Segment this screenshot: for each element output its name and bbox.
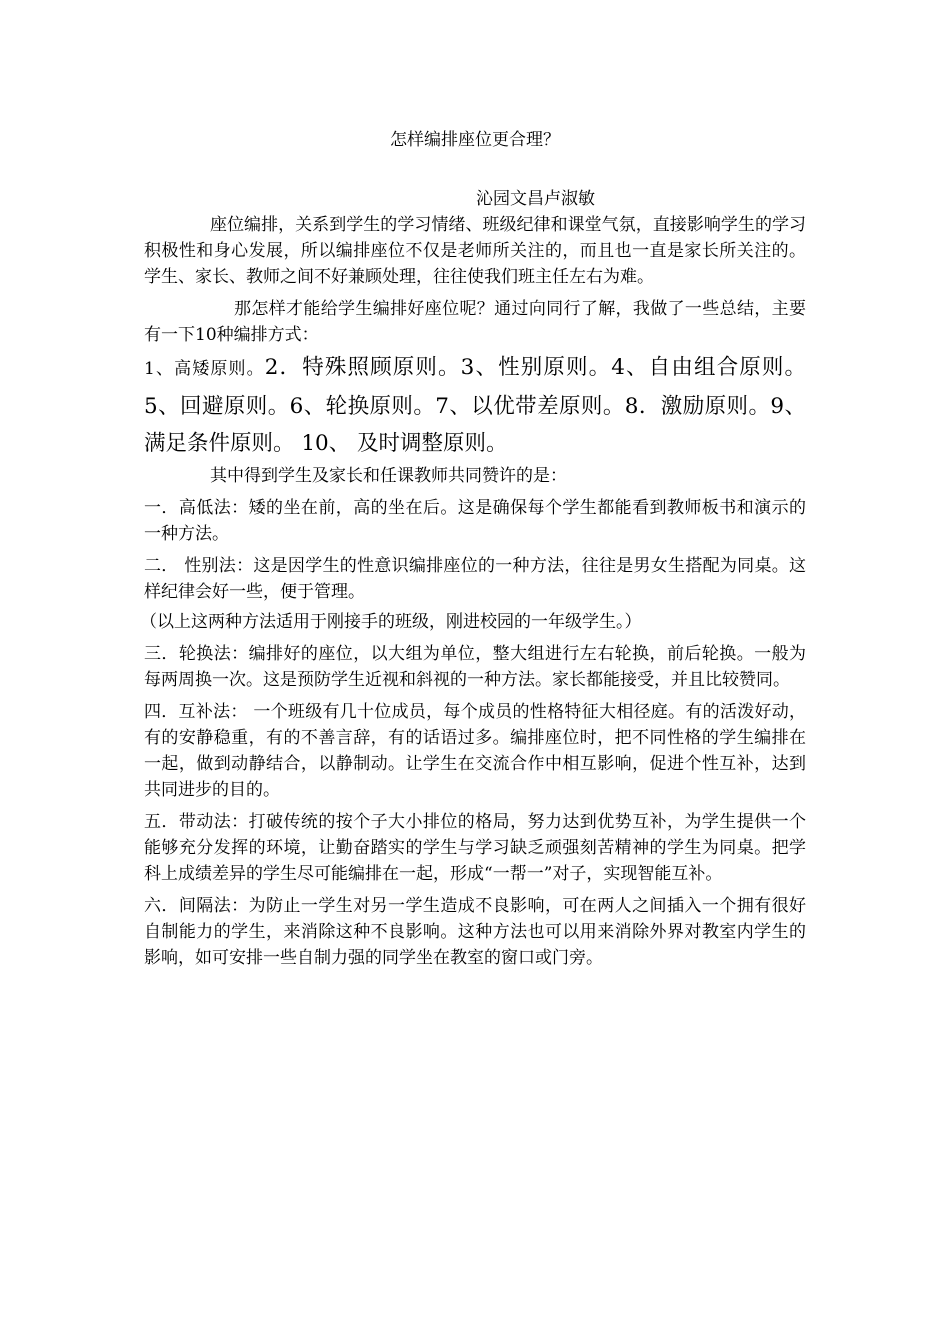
intro-paragraph-1: 座位编排，关系到学生的学习情绪、班级纪律和课堂气氛，直接影响学生的学习积极性和身心发展，所以编排座位不仅是老师所关注的，而且也一直是家长所关注的。学生、家长、教师之间不好兼顾处理，往往使我们班主任左右为难。	[144, 215, 806, 287]
method-spacing: 六．间隔法：为防止一学生对另一学生造成不良影响，可在两人之间插入一个拥有很好自制能力的学生，来消除这种不良影响。这种方法也可以用来消除外界对教室内学生的影响，如可安排一些自制力强的同学坐在教室的窗口或门旁。	[144, 896, 806, 968]
method-gender: 二． 性别法：这是因学生的性意识编排座位的一种方法，往往是男女生搭配为同桌。这样纪律会好一些，便于管理。	[144, 556, 806, 602]
method-rotation: 三．轮换法：编排好的座位，以大组为单位，整大组进行左右轮换，前后轮换。一般为每两周换一次。这是预防学生近视和斜视的一种方法。家长都能接受，并且比较赞同。	[144, 644, 806, 690]
document-author: 沁园文昌卢淑敏	[476, 189, 595, 209]
document-body	[140, 212, 806, 971]
principles-rest: 2．特殊照顾原则。3、性别原则。4、自由组合原则。5、回避原则。6、轮换原则。7、以优带差原则。8．激励原则。9、满足条件原则。 10、 及时调整原则。	[144, 355, 806, 456]
method-complement: 四．互补法： 一个班级有几十位成员，每个成员的性格特征大相径庭。有的活泼好动，有的安静稳重，有的不善言辞，有的话语过多。编排座位时，把不同性格的学生编排在一起，做到动静结合，以静制动。让学生在交流合作中相互影响，促进个性互补，达到共同进步的目的。	[144, 702, 806, 800]
principles-list	[144, 349, 806, 462]
method-height: 一．高低法：矮的坐在前，高的坐在后。这是确保每个学生都能看到教师板书和演示的一种方法。	[144, 498, 806, 544]
method-lead: 五．带动法：打破传统的按个子大小排位的格局，努力达到优势互补，为学生提供一个能够充分发挥的环境，让勤奋踏实的学生与学习缺乏顽强刻苦精神的学生为同桌。把学科上成绩差异的学生尽可能编排在一起，形成“一帮一”对子，实现智能互补。	[144, 812, 806, 884]
document-title: 怎样编排座位更合理？	[390, 130, 560, 150]
endorsed-intro: 其中得到学生及家长和任课教师共同赞许的是：	[210, 466, 567, 486]
intro-paragraph-2: 那怎样才能给学生编排好座位呢？通过向同行了解，我做了一些总结，主要有一下10种编排方式：	[144, 299, 806, 345]
principle-first: 1、高矮原则。	[144, 359, 265, 379]
methods-note: （以上这两种方法适用于刚接手的班级，刚进校园的一年级学生。）	[140, 612, 642, 632]
